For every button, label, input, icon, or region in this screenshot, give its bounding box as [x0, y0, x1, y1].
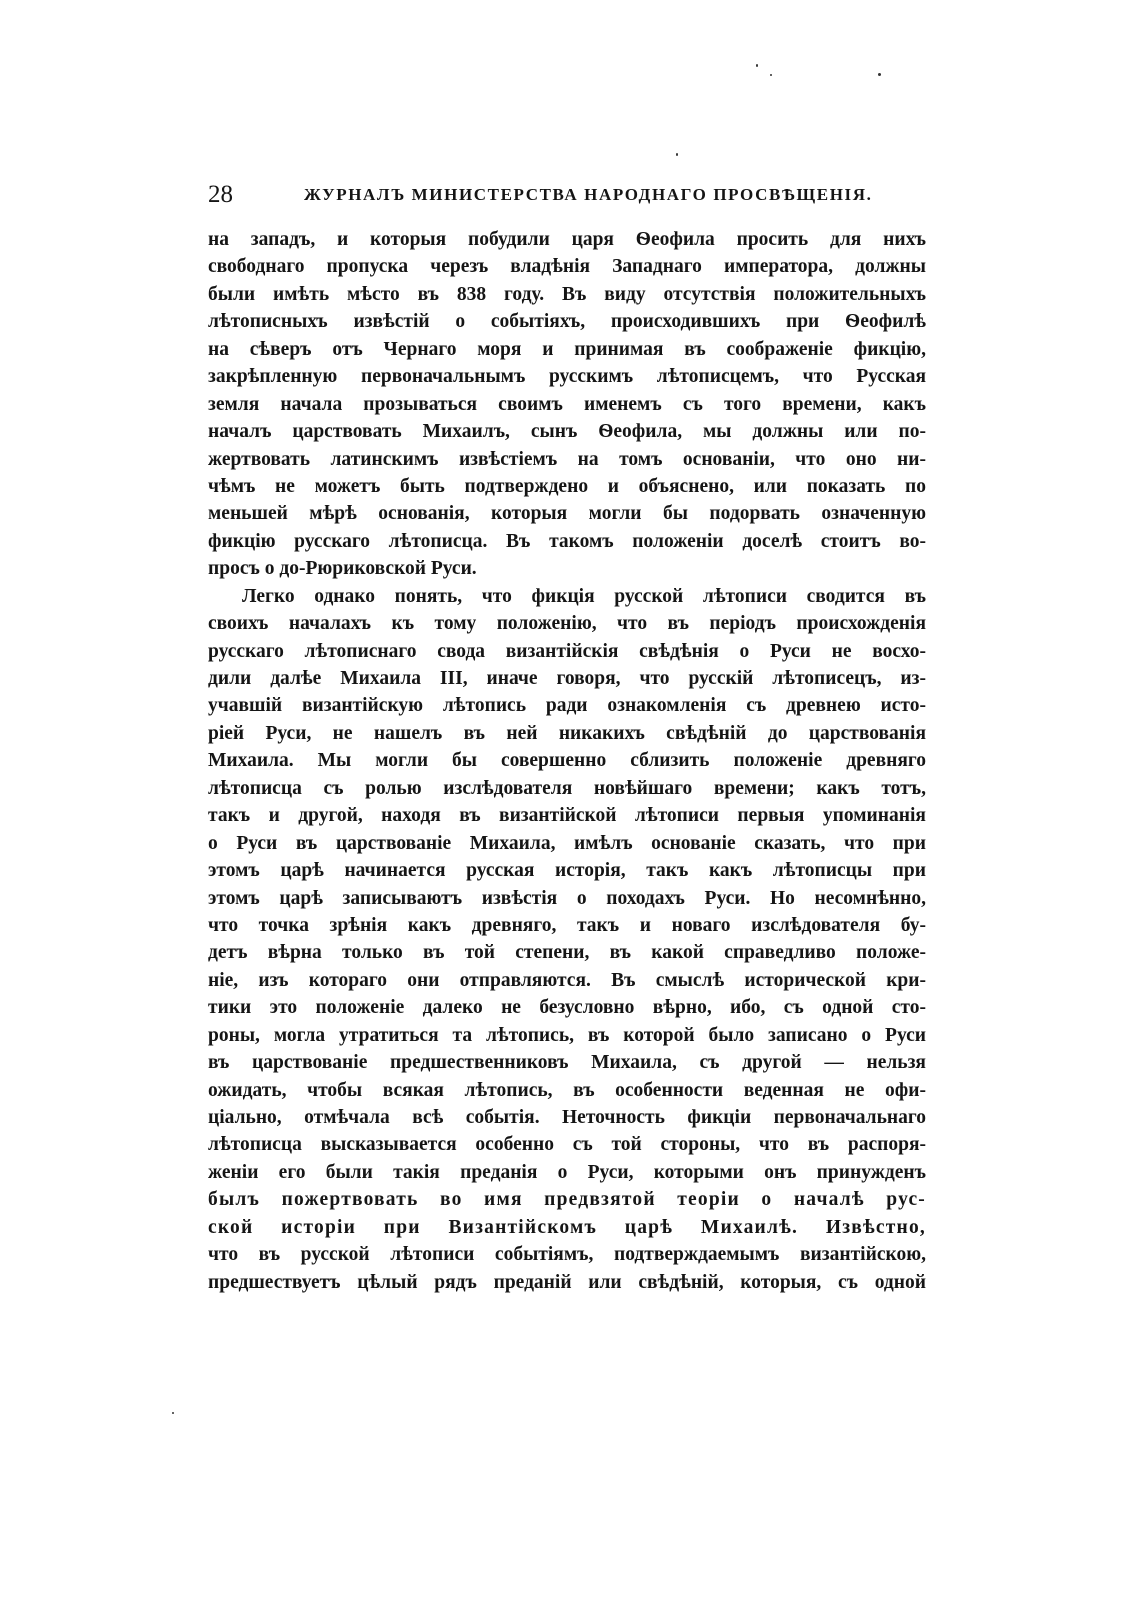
text-line: ожидать, чтобы всякая лѣтопись, въ особенности веденная не офи- [208, 1079, 926, 1101]
text-line: женіи его были такія преданія о Руси, которыми онъ принужденъ [208, 1161, 926, 1183]
text-line: роны, могла утратиться та лѣтопись, въ которой было записано о Руси [208, 1024, 926, 1046]
text-line: меньшей мѣрѣ основанія, которыя могли бы подорвать означенную [208, 503, 926, 525]
scan-speck [770, 74, 772, 76]
text-line: ской исторіи при Византійскомъ царѣ Михаилѣ. Извѣстно, [208, 1216, 926, 1238]
text-line: что точка зрѣнія какъ древняго, такъ и новаго изслѣдователя бу- [208, 914, 926, 936]
scan-speck [676, 153, 678, 156]
text-line: предшествуетъ цѣлый рядъ преданій или свѣдѣній, которыя, съ одной [208, 1271, 926, 1293]
text-line: своихъ началахъ къ тому положенію, что въ періодъ происхожденія [208, 613, 926, 635]
text-line: дили далѣе Михаила III, иначе говоря, что русскій лѣтописецъ, из- [208, 668, 926, 689]
text-line: ціально, отмѣчала всѣ событія. Неточность фикціи первоначальнаго [208, 1107, 926, 1128]
scan-speck [172, 1412, 174, 1414]
body-text [208, 226, 926, 1296]
text-line: что въ русской лѣтописи событіямъ, подтверждаемымъ византійскою, [208, 1244, 926, 1266]
journal-title: ЖУРНАЛЪ МИНИСТЕРСТВА НАРОДНАГО ПРОСВѢЩЕНІЯ. [304, 185, 873, 204]
text-line: ніе, изъ котораго они отправляются. Въ смыслѣ исторической кри- [208, 969, 926, 991]
text-line: жертвовать латинскимъ извѣстіемъ на томъ основаніи, что оно ни- [208, 448, 926, 470]
text-line: тики это положеніе далеко не безусловно вѣрно, ибо, съ одной сто- [208, 997, 926, 1019]
text-line: просъ о до-Рюриковской Руси. [208, 558, 477, 580]
text-line: лѣтописца высказывается особенно съ той стороны, что въ распоря- [208, 1134, 926, 1156]
text-line: закрѣпленную первоначальнымъ русскимъ лѣтописцемъ, что Русская [208, 366, 926, 388]
text-line: русскаго лѣтописнаго свода византійскія свѣдѣнія о Руси не восхо- [208, 640, 926, 662]
text-line: лѣтописныхъ извѣстій о событіяхъ, происходившихъ при Ѳеофилѣ [208, 311, 926, 333]
text-line: Михаила. Мы могли бы совершенно сблизить положеніе древняго [208, 750, 926, 772]
scan-speck [878, 73, 881, 76]
text-line: Легко однако понять, что фикція русской лѣтописи сводится въ [242, 585, 926, 607]
paragraph-1 [208, 226, 926, 583]
text-line: въ царствованіе предшественниковъ Михаила, съ другой — нельзя [208, 1052, 926, 1074]
text-line: о Руси въ царствованіе Михаила, имѣлъ основаніе сказать, что при [208, 832, 926, 854]
text-line: земля начала прозываться своимъ именемъ съ того времени, какъ [208, 393, 926, 415]
text-line: были имѣть мѣсто въ 838 году. Въ виду отсутствія положительныхъ [208, 283, 926, 305]
text-line: былъ пожертвовать во имя предвзятой теоріи о началѣ рус- [208, 1189, 926, 1211]
text-line: ріей Руси, не нашелъ въ ней никакихъ свѣдѣній до царствованія [208, 722, 926, 744]
running-head [208, 177, 926, 213]
text-line: фикцію русскаго лѣтописца. Въ такомъ положеніи доселѣ стоитъ во- [208, 530, 926, 552]
text-line: такъ и другой, находя въ византійской лѣтописи первыя упоминанія [208, 805, 926, 827]
text-line: началъ царствовать Михаилъ, сынъ Ѳеофила, мы должны или по- [208, 421, 926, 443]
text-line: на западъ, и которыя побудили царя Ѳеофила просить для нихъ [208, 229, 926, 250]
text-line: на сѣверъ отъ Чернаго моря и принимая въ соображеніе фикцію, [208, 338, 926, 360]
text-line: учавшій византійскую лѣтопись ради ознакомленія съ древнею исто- [208, 695, 926, 717]
scan-speck [756, 64, 758, 67]
text-line: чѣмъ не можетъ быть подтверждено и объяснено, или показать по [208, 475, 926, 497]
text-line: свободнаго пропуска черезъ владѣнія Западнаго императора, должны [208, 256, 926, 278]
text-line: лѣтописца съ ролью изслѣдователя новѣйшаго времени; какъ тотъ, [208, 777, 926, 799]
paragraph-2 [208, 583, 926, 1296]
text-line: этомъ царѣ начинается русская исторія, такъ какъ лѣтописцы при [208, 860, 926, 882]
page-number: 28 [208, 181, 233, 208]
text-line: детъ вѣрна только въ той степени, въ какой справедливо положе- [208, 942, 926, 964]
text-line: этомъ царѣ записываютъ извѣстія о походахъ Руси. Но несомнѣнно, [208, 887, 926, 909]
